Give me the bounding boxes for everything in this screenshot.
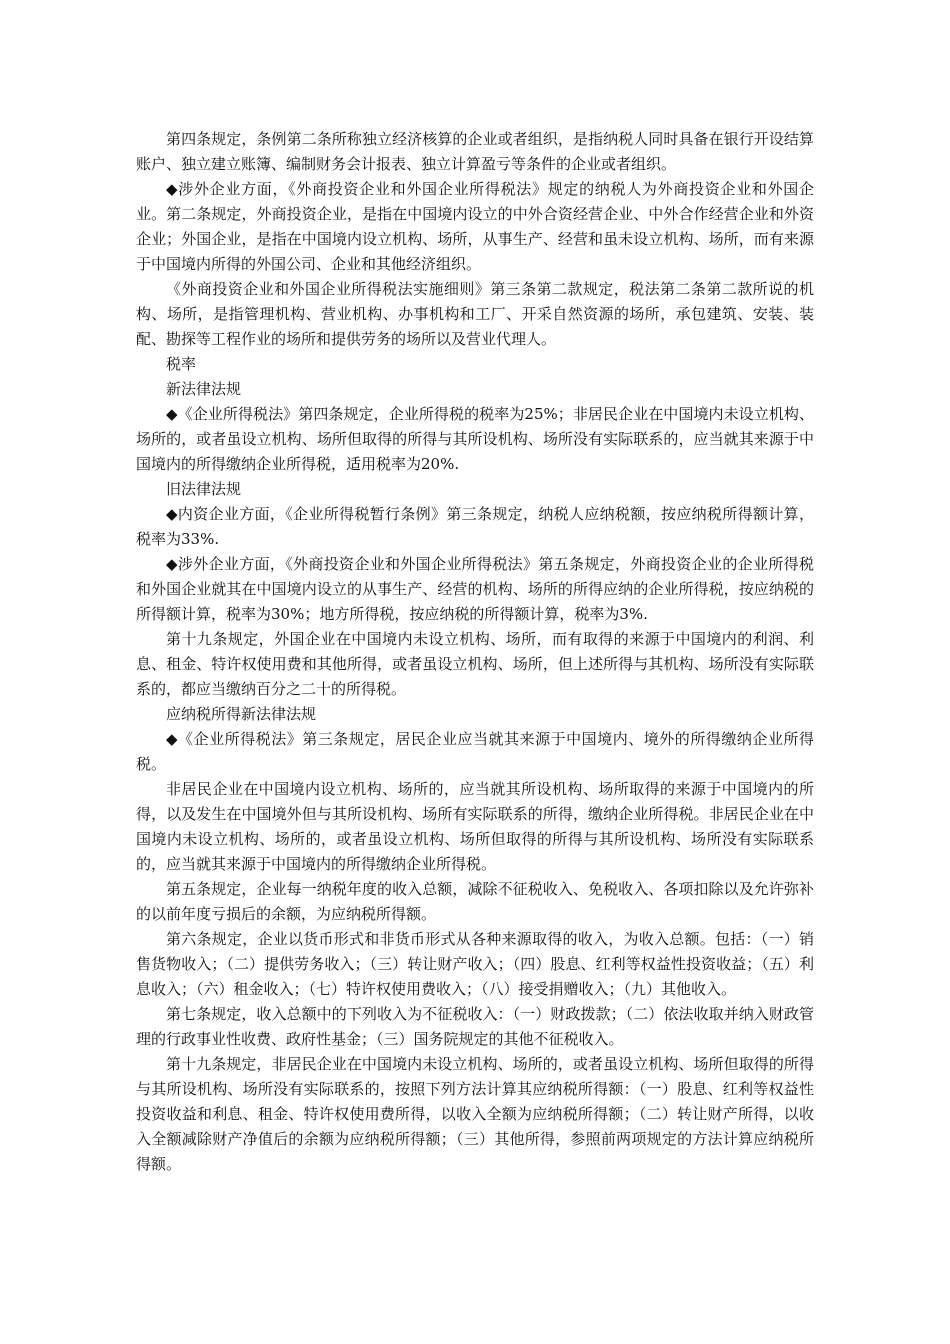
document-page	[136, 127, 814, 1177]
subheading-new-laws: 新法律法规	[166, 380, 242, 398]
paragraph-new-law-article4-rate: ◆《企业所得税法》第四条规定，企业所得税的税率为25%；非居民企业在中国境内未设立机构、场所的，或者虽设立机构、场所但取得的所得与其所设机构、场所没有实际联系的，应当就其来源于中国境内的所得缴纳企业所得税，适用税率为20%.	[136, 405, 814, 473]
paragraph-foreign-rate-30: ◆涉外企业方面，《外商投资企业和外国企业所得税法》第五条规定，外商投资企业的企业所得税和外国企业就其在中国境内设立的从事生产、经营的机构、场所的所得应纳的企业所得税，按应纳税的所得额计算，税率为30%；地方所得税，按应纳税的所得额计算，税率为3%.	[136, 555, 814, 623]
paragraph-implementation-rules-article3: 《外商投资企业和外国企业所得税法实施细则》第三条第二款规定，税法第二条第二款所说的机构、场所，是指管理机构、营业机构、办事机构和工厂、开采自然资源的场所，承包建筑、安装、装配、勘探等工程作业的场所和提供劳务的场所以及营业代理人。	[136, 280, 814, 348]
paragraph-article5-taxable-income: 第五条规定，企业每一纳税年度的收入总额，减除不征税收入、免税收入、各项扣除以及允许弥补的以前年度亏损后的余额，为应纳税所得额。	[136, 880, 814, 923]
subheading-old-laws: 旧法律法规	[166, 480, 242, 498]
section-heading-taxable-income: 应纳税所得新法律法规	[166, 705, 317, 723]
paragraph-article19-nonresident-calc: 第十九条规定，非居民企业在中国境内未设立机构、场所的，或者虽设立机构、场所但取得的所得与其所设机构、场所没有实际联系的，按照下列方法计算其应纳税所得额：（一）股息、红利等权益性投资收益和利息、租金、特许权使用费所得，以收入全额为应纳税所得额；（二）转让财产所得，以收入全额减除财产净值后的余额为应纳税所得额；（三）其他所得，参照前两项规定的方法计算应纳税所得额。	[136, 1055, 814, 1173]
paragraph-article6-total-income: 第六条规定，企业以货币形式和非货币形式从各种来源取得的收入，为收入总额。包括：（一）销售货物收入；（二）提供劳务收入；（三）转让财产收入；（四）股息、红利等权益性投资收益；（五）利息收入；（六）租金收入；（七）特许权使用费收入；（八）接受捐赠收入；（九）其他收入。	[136, 930, 814, 998]
paragraph-resident-enterprise-article3: ◆《企业所得税法》第三条规定，居民企业应当就其来源于中国境内、境外的所得缴纳企业所得税。	[136, 730, 814, 773]
paragraph-domestic-rate-33: ◆内资企业方面，《企业所得税暂行条例》第三条规定，纳税人应纳税额，按应纳税所得额计算，税率为33%.	[136, 505, 814, 548]
paragraph-nonresident-enterprise: 非居民企业在中国境内设立机构、场所的，应当就其所设机构、场所取得的来源于中国境内的所得，以及发生在中国境外但与其所设机构、场所有实际联系的所得，缴纳企业所得税。非居民企业在中国境内未设立机构、场所的，或者虽设立机构、场所但取得的所得与其所设机构、场所没有实际联系的，应当就其来源于中国境内的所得缴纳企业所得税。	[136, 780, 814, 873]
paragraph-article19-foreign: 第十九条规定，外国企业在中国境内未设立机构、场所，而有取得的来源于中国境内的利润、利息、租金、特许权使用费和其他所得，或者虽设立机构、场所，但上述所得与其机构、场所没有实际联系的，都应当缴纳百分之二十的所得税。	[136, 630, 814, 698]
paragraph-article7-non-taxable: 第七条规定，收入总额中的下列收入为不征税收入：（一）财政拨款；（二）依法收取并纳入财政管理的行政事业性收费、政府性基金；（三）国务院规定的其他不征税收入。	[136, 1005, 814, 1048]
paragraph-foreign-enterprise-taxpayers: ◆涉外企业方面，《外商投资企业和外国企业所得税法》规定的纳税人为外商投资企业和外国企业。第二条规定，外商投资企业，是指在中国境内设立的中外合资经营企业、中外合作经营企业和外资企业；外国企业，是指在中国境内设立机构、场所，从事生产、经营和虽未设立机构、场所，而有来源于中国境内所得的外国公司、企业和其他经济组织。	[136, 180, 814, 273]
paragraph-article4-definition: 第四条规定，条例第二条所称独立经济核算的企业或者组织，是指纳税人同时具备在银行开设结算账户、独立建立账簿、编制财务会计报表、独立计算盈亏等条件的企业或者组织。	[136, 130, 814, 173]
section-heading-tax-rate: 税率	[166, 355, 197, 373]
